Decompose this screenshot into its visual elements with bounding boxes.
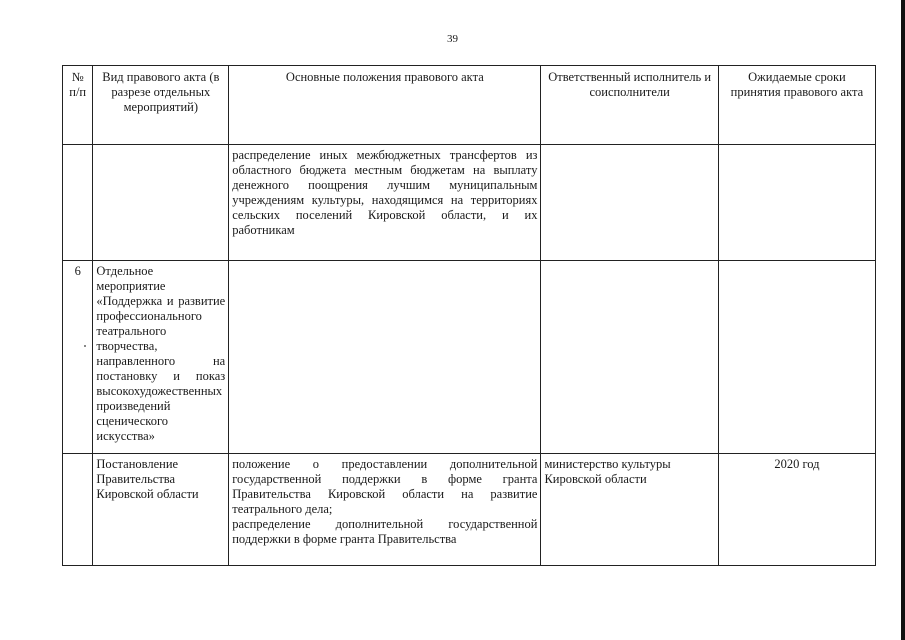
cell-deadline: 2020 год — [718, 454, 875, 566]
cell-responsible — [541, 261, 718, 454]
cell-act-type: Отдельное мероприятие «Поддержка и развитие профессионального театрального творчества, направленного на постановку и показ высокохудожественных произведений сценического искусства» — [93, 261, 229, 454]
legal-acts-table — [62, 65, 876, 566]
cell-act-type: Постановление Правительства Кировской области — [93, 454, 229, 566]
header-act-type: Вид правового акта (в разрезе отдельных мероприятий) — [93, 66, 229, 145]
cell-number — [63, 145, 93, 261]
cell-number: 6 — [63, 261, 93, 454]
cell-deadline — [718, 261, 875, 454]
cell-responsible — [541, 145, 718, 261]
page-number: 39 — [447, 33, 458, 45]
header-deadline: Ожидаемые сроки принятия правового акта — [718, 66, 875, 145]
table-row — [63, 261, 876, 454]
scan-edge — [901, 0, 905, 640]
table-row — [63, 454, 876, 566]
cell-main-provisions: распределение иных межбюджетных трансфертов из областного бюджета местным бюджетам на выплату денежного поощрения лучшим муниципальным учреждениям культуры, находящимся на территориях сельских поселений Кировской области, и их работникам — [229, 145, 541, 261]
cell-main-provisions — [229, 261, 541, 454]
provision-paragraph: распределение дополнительной государственной поддержки в форме гранта Правительства — [232, 517, 538, 546]
cell-responsible: министерство культуры Кировской области — [541, 454, 718, 566]
table-row — [63, 145, 876, 261]
scan-speck — [84, 345, 86, 347]
cell-main-provisions — [229, 454, 541, 566]
cell-act-type — [93, 145, 229, 261]
header-main-provisions: Основные положения правового акта — [229, 66, 541, 145]
table-header-row — [63, 66, 876, 145]
cell-deadline — [718, 145, 875, 261]
provision-paragraph: положение о предоставлении дополнительной государственной поддержки в форме гранта Правительства Кировской области на развитие театрального дела; — [232, 457, 538, 516]
cell-number — [63, 454, 93, 566]
header-responsible: Ответственный исполнитель и соисполнители — [541, 66, 718, 145]
header-number: № п/п — [63, 66, 93, 145]
